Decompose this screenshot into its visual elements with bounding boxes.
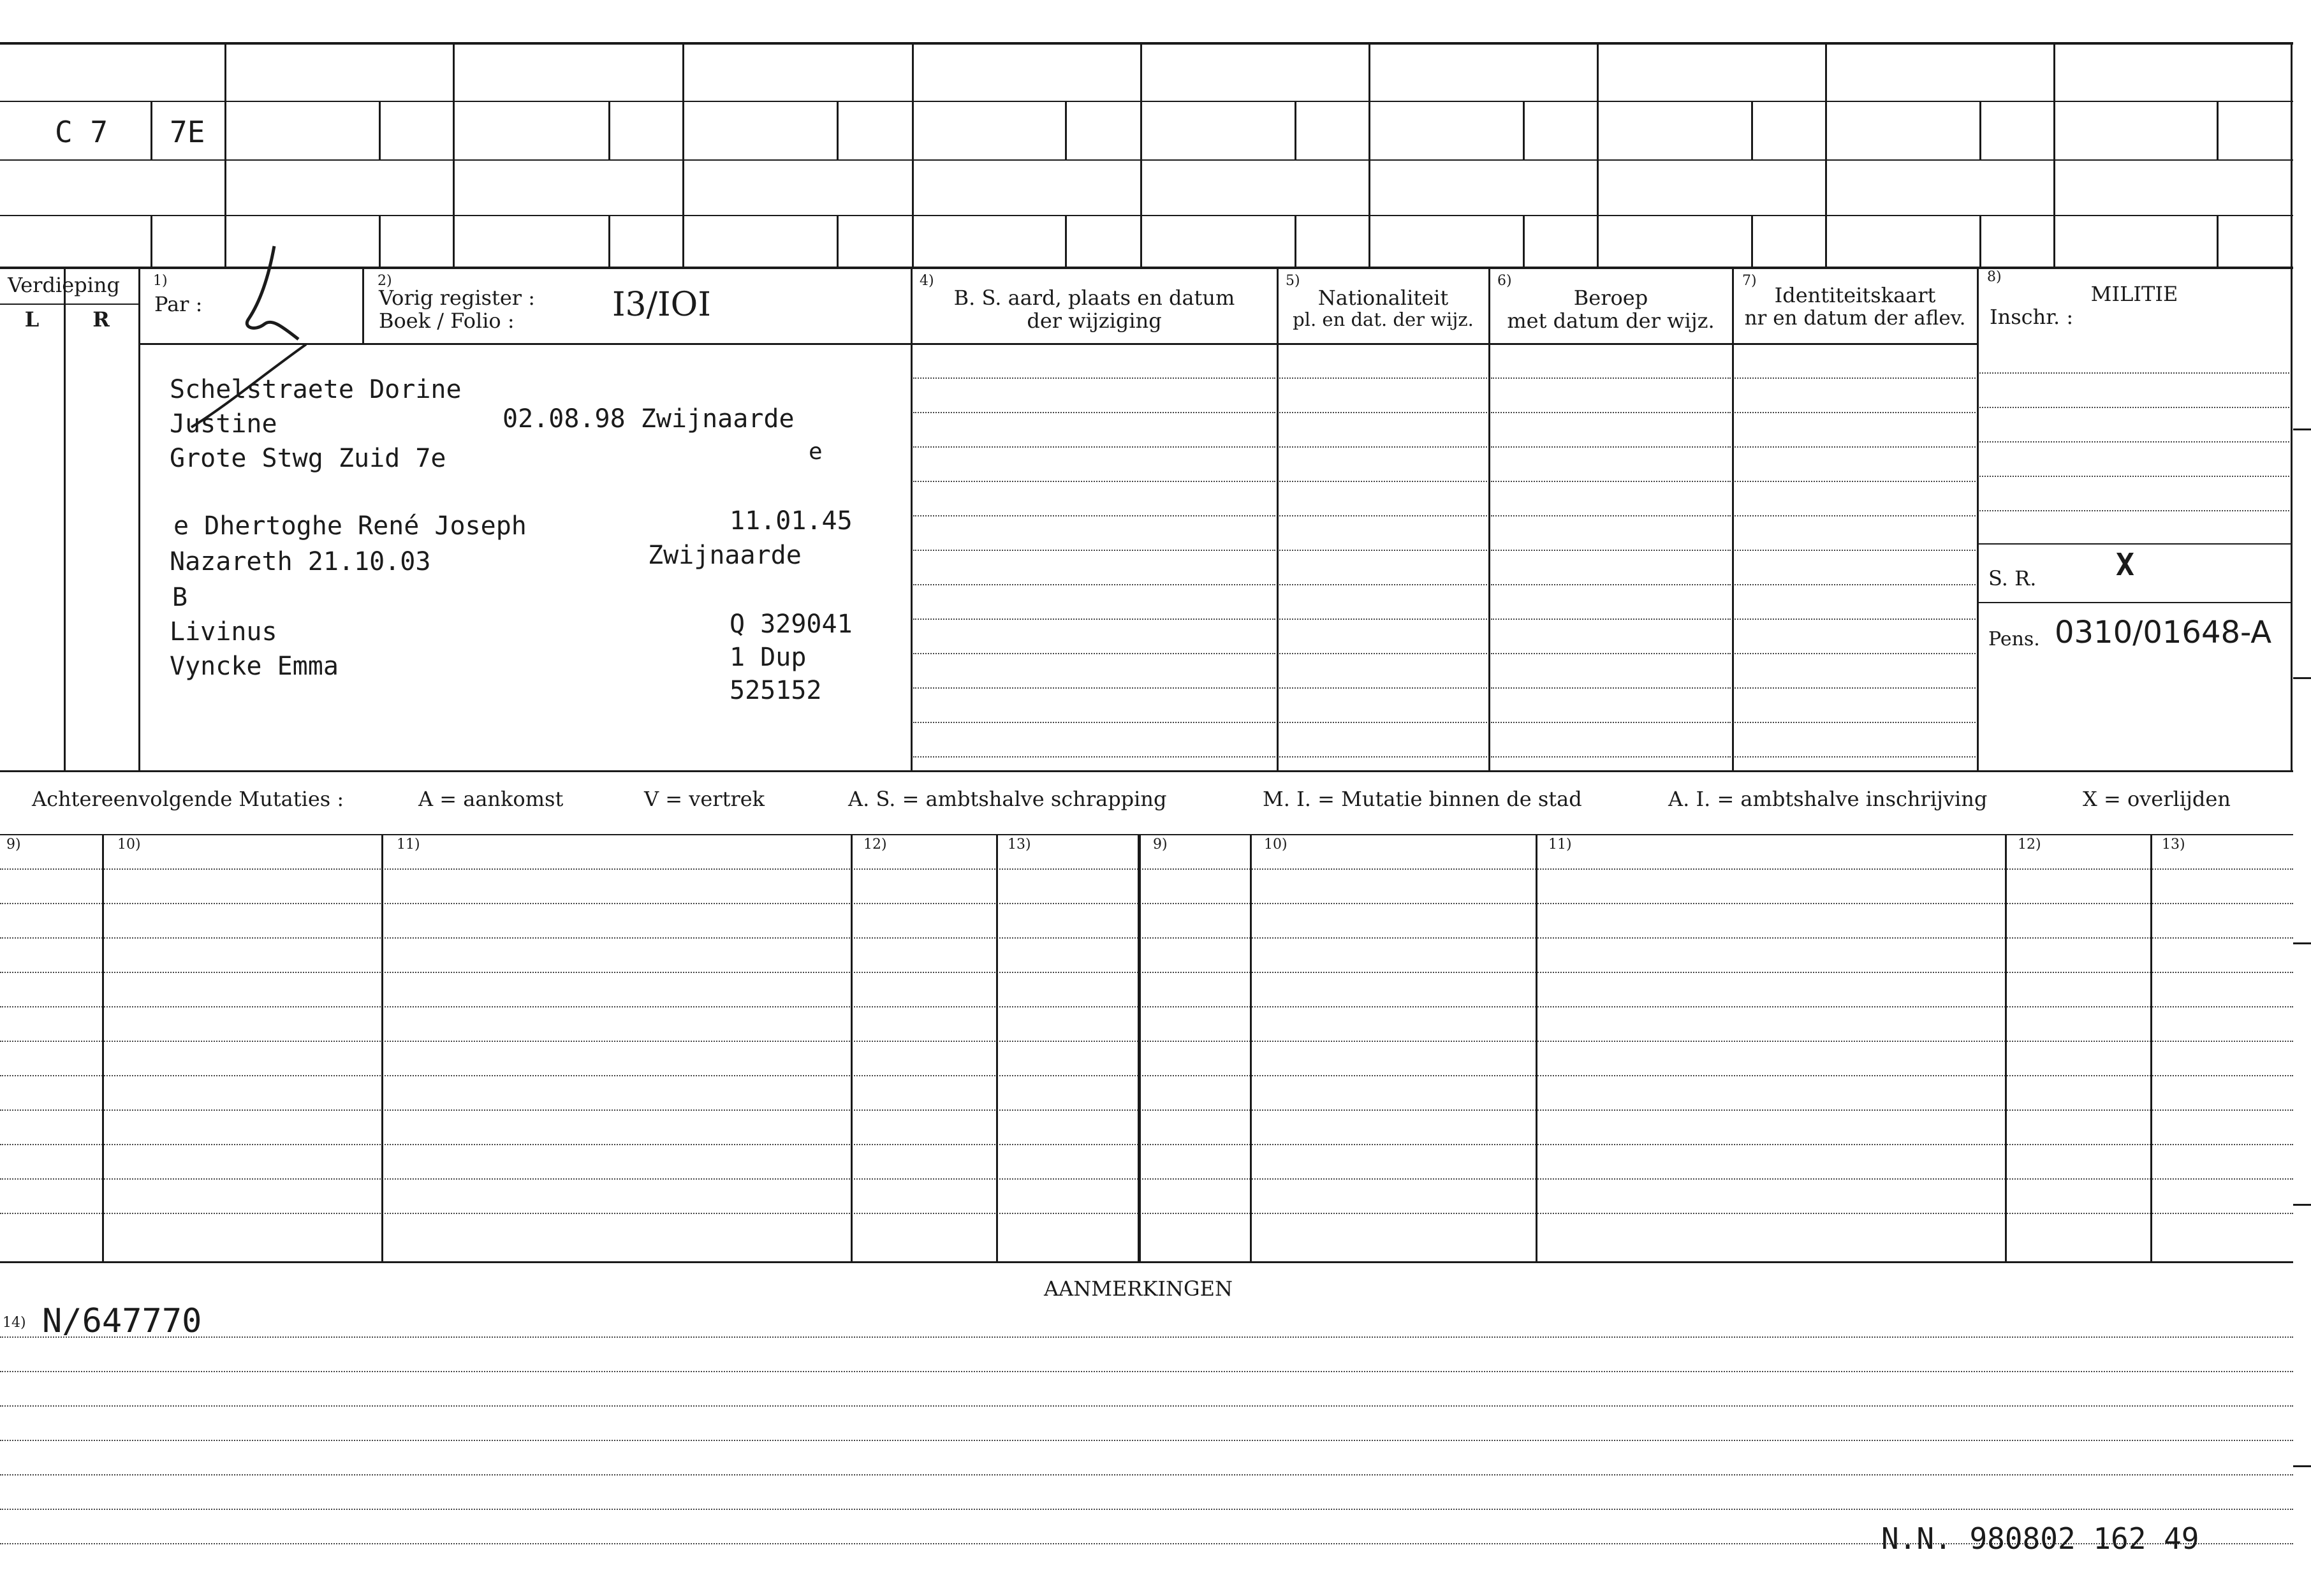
top-sub-line	[150, 101, 152, 159]
top-sub-line	[150, 215, 152, 267]
mut-col-12: 12)	[863, 837, 887, 853]
top-row-line	[0, 215, 2293, 216]
father-code: Q 329041	[730, 610, 853, 639]
dotted-rule	[0, 1474, 2293, 1475]
dotted-rule	[1735, 722, 1976, 723]
par-handwritten-mark	[153, 242, 370, 446]
top-sub-line	[1751, 101, 1753, 159]
top-sub-line	[1295, 215, 1296, 267]
mutaties-top-line	[0, 834, 2293, 835]
dotted-rule	[1491, 446, 1731, 448]
top-sub-line	[837, 215, 839, 267]
top-col-line	[2053, 42, 2055, 268]
dotted-rule	[1279, 446, 1487, 448]
verdieping-l: L	[24, 307, 40, 332]
e-mark: e	[809, 439, 823, 465]
dotted-rule	[0, 972, 2293, 973]
edge-tick	[2293, 942, 2311, 944]
dotted-rule	[1735, 550, 1976, 551]
col6-number: 6)	[1497, 273, 1512, 289]
dotted-rule	[913, 653, 1275, 654]
dotted-rule	[1491, 550, 1731, 551]
dotted-rule	[913, 515, 1275, 516]
top-col-line	[912, 42, 914, 268]
boek-folio-label: Boek / Folio :	[379, 309, 515, 333]
spouse-birth: Nazareth 21.10.03	[170, 547, 431, 576]
dotted-rule	[1735, 412, 1976, 413]
dotted-rule	[1491, 653, 1731, 654]
dotted-rule	[1735, 515, 1976, 516]
col6-heading-1: Beroep	[1573, 286, 1648, 310]
top-sub-line	[608, 101, 610, 159]
header-bottom-line	[138, 343, 1977, 345]
dotted-rule	[1279, 722, 1487, 723]
dotted-rule	[0, 1006, 2293, 1007]
b-mark: B	[172, 583, 188, 612]
vorig-register-value: I3/IOI	[612, 286, 711, 324]
verdieping-lr-line	[0, 304, 138, 305]
mut-col-line	[996, 835, 998, 1263]
top-sub-line	[1523, 215, 1525, 267]
col4-heading-2: der wijziging	[1027, 309, 1162, 333]
dotted-rule	[1735, 619, 1976, 620]
dup-number: 525152	[730, 676, 822, 705]
card-code-suffix: 7E	[170, 115, 205, 149]
mut-col-line	[2150, 835, 2152, 1263]
dotted-rule	[1735, 481, 1976, 482]
legend-mutatie: M. I. = Mutatie binnen de stad	[1263, 787, 1582, 811]
top-col-line	[224, 42, 226, 268]
dotted-rule	[0, 1178, 2293, 1180]
militie-box-line	[1978, 543, 2292, 545]
mut-col-line	[381, 835, 383, 1263]
dotted-rule	[1735, 687, 1976, 689]
dotted-rule	[1491, 619, 1731, 620]
dotted-rule	[1735, 377, 1976, 379]
aanmerkingen-title: AANMERKINGEN	[1044, 1277, 1233, 1301]
vorig-register-label: Vorig register :	[379, 286, 536, 310]
legend-vertrek: V = vertrek	[644, 787, 765, 811]
top-col-line	[1597, 42, 1599, 268]
par-label: Par :	[154, 292, 203, 316]
dotted-rule	[0, 1371, 2293, 1372]
dotted-rule	[1491, 584, 1731, 585]
top-sub-line	[2217, 101, 2219, 159]
mut-col-10-right: 10)	[1264, 837, 1288, 853]
top-col-line	[1825, 42, 1827, 268]
legend-aankomst: A = aankomst	[418, 787, 564, 811]
legend-title: Achtereenvolgende Mutaties :	[32, 787, 344, 811]
top-col-line	[1368, 42, 1370, 268]
main-bottom-line	[0, 770, 2293, 772]
mut-col-line	[2005, 835, 2007, 1263]
dotted-rule	[1279, 653, 1487, 654]
dotted-rule	[913, 412, 1275, 413]
dotted-rule	[1279, 377, 1487, 379]
top-sub-line	[1751, 215, 1753, 267]
father-name: Livinus	[170, 617, 277, 647]
spouse-place: Zwijnaarde	[648, 541, 802, 570]
sr-value: X	[2116, 547, 2134, 583]
edge-tick	[2293, 1465, 2311, 1467]
mut-col-11-right: 11)	[1548, 837, 1572, 853]
legend-schrapping: A. S. = ambtshalve schrapping	[848, 787, 1167, 811]
dotted-rule	[1491, 377, 1731, 379]
mut-mid-line	[1138, 835, 1141, 1263]
spouse-name: e Dhertoghe René Joseph	[173, 511, 527, 541]
dotted-rule	[0, 937, 2293, 939]
verdieping-label: Verdieping	[8, 273, 120, 297]
dotted-rule	[1491, 756, 1731, 758]
dotted-rule	[1279, 481, 1487, 482]
mut-col-13: 13)	[1008, 837, 1031, 853]
dotted-rule	[913, 619, 1275, 620]
person-name: Schelstraete Dorine	[170, 375, 462, 404]
mut-col-10: 10)	[117, 837, 141, 853]
edge-tick	[2293, 1204, 2311, 1206]
mut-col-9: 9)	[6, 837, 21, 853]
mother-name: Vyncke Emma	[170, 652, 339, 681]
dotted-rule	[913, 550, 1275, 551]
top-border	[0, 42, 2293, 45]
col7-heading-1: Identiteitskaart	[1774, 283, 1936, 307]
dotted-rule	[1279, 756, 1487, 758]
dotted-rule	[1279, 584, 1487, 585]
dotted-rule	[1735, 584, 1976, 585]
legend-inschrijving: A. I. = ambtshalve inschrijving	[1668, 787, 1988, 811]
top-sub-line	[1295, 101, 1296, 159]
dotted-rule	[0, 1440, 2293, 1441]
sr-label: S. R.	[1988, 566, 2037, 590]
dotted-rule	[1735, 653, 1976, 654]
dotted-rule	[913, 377, 1275, 379]
dotted-rule	[1979, 407, 2289, 408]
right-border	[2291, 42, 2293, 268]
dotted-rule	[1491, 412, 1731, 413]
mut-col-11: 11)	[397, 837, 420, 853]
dotted-rule	[913, 722, 1275, 723]
dotted-rule	[0, 1213, 2293, 1214]
spouse-date: 11.01.45	[730, 506, 853, 536]
pens-label: Pens.	[1988, 628, 2040, 650]
dotted-rule	[0, 1109, 2293, 1111]
col5-number: 5)	[1286, 273, 1300, 289]
col5-heading-1: Nationaliteit	[1317, 286, 1449, 310]
dotted-rule	[0, 1144, 2293, 1145]
pens-value: 0310/01648-A	[2055, 615, 2272, 650]
card-code: C 7	[55, 115, 108, 149]
dotted-rule	[1979, 441, 2289, 443]
par-number: 1)	[153, 273, 168, 289]
top-sub-line	[379, 215, 381, 267]
top-sub-line	[608, 215, 610, 267]
mut-col-13-right: 13)	[2162, 837, 2185, 853]
top-sub-line	[2217, 215, 2219, 267]
aanmerkingen-top-line	[0, 1261, 2293, 1263]
dotted-rule	[913, 446, 1275, 448]
militie-box-line	[1978, 602, 2292, 603]
mut-col-line	[851, 835, 853, 1263]
dotted-rule	[1491, 687, 1731, 689]
dotted-rule	[1279, 515, 1487, 516]
dotted-rule	[0, 1509, 2293, 1510]
top-sub-line	[1523, 101, 1525, 159]
mut-col-12-right: 12)	[2018, 837, 2041, 853]
legend-overlijden: X = overlijden	[2083, 787, 2231, 811]
dotted-rule	[1491, 722, 1731, 723]
top-col-line	[682, 42, 684, 268]
dotted-rule	[1491, 481, 1731, 482]
dotted-rule	[0, 1075, 2293, 1076]
col5-heading-2: pl. en dat. der wijz.	[1293, 309, 1474, 330]
top-sub-line	[1065, 101, 1067, 159]
dotted-rule	[1279, 550, 1487, 551]
col6-heading-2: met datum der wijz.	[1507, 309, 1715, 333]
top-sub-line	[837, 101, 839, 159]
dotted-rule	[0, 1405, 2293, 1407]
col4-heading-1: B. S. aard, plaats en datum	[953, 286, 1235, 310]
verdieping-line	[64, 268, 66, 772]
top-sub-line	[1979, 101, 1981, 159]
person-address: Grote Stwg Zuid 7e	[170, 444, 446, 473]
top-row-line	[0, 101, 2293, 102]
top-col-line	[453, 42, 455, 268]
dotted-rule	[1279, 412, 1487, 413]
aanmerkingen-value: N/647770	[42, 1302, 202, 1340]
dotted-rule	[913, 756, 1275, 758]
dotted-rule	[1279, 687, 1487, 689]
dotted-rule	[0, 1041, 2293, 1042]
dotted-rule	[1279, 619, 1487, 620]
person-first-name: Justine	[170, 409, 277, 439]
militie-title: MILITIE	[2090, 282, 2178, 306]
dotted-rule	[1979, 476, 2289, 477]
dotted-rule	[0, 903, 2293, 904]
dotted-rule	[913, 584, 1275, 585]
dup-label: 1 Dup	[730, 643, 807, 672]
dotted-rule	[1491, 515, 1731, 516]
mut-col-line	[1250, 835, 1252, 1263]
top-sub-line	[379, 101, 381, 159]
dotted-rule	[1979, 372, 2289, 374]
col8-number: 8)	[1987, 269, 2002, 285]
vorig-number: 2)	[378, 273, 392, 289]
dotted-rule	[913, 687, 1275, 689]
col7-heading-2: nr en datum der aflev.	[1744, 307, 1966, 330]
edge-tick	[2293, 428, 2311, 430]
col7-number: 7)	[1742, 273, 1757, 289]
aanmerkingen-number: 14)	[3, 1315, 26, 1331]
edge-tick	[2293, 677, 2311, 679]
dotted-rule	[1735, 446, 1976, 448]
dotted-rule	[0, 868, 2293, 870]
mut-col-9-right: 9)	[1153, 837, 1168, 853]
col4-number: 4)	[920, 273, 934, 289]
mut-col-line	[102, 835, 104, 1263]
militie-inschr-label: Inschr. :	[1990, 305, 2074, 329]
top-sub-line	[1065, 215, 1067, 267]
dotted-rule	[1979, 510, 2289, 511]
person-birth: 02.08.98 Zwijnaarde	[503, 404, 795, 434]
nn-number: N.N. 980802 162 49	[1881, 1521, 2199, 1556]
right-border	[2291, 268, 2293, 772]
top-col-line	[1140, 42, 1142, 268]
top-sub-line	[1979, 215, 1981, 267]
dotted-rule	[1735, 756, 1976, 758]
dotted-rule	[913, 481, 1275, 482]
top-row-line	[0, 159, 2293, 161]
dotted-rule	[0, 1336, 2293, 1338]
mut-col-line	[1536, 835, 1537, 1263]
verdieping-r: R	[92, 307, 110, 332]
